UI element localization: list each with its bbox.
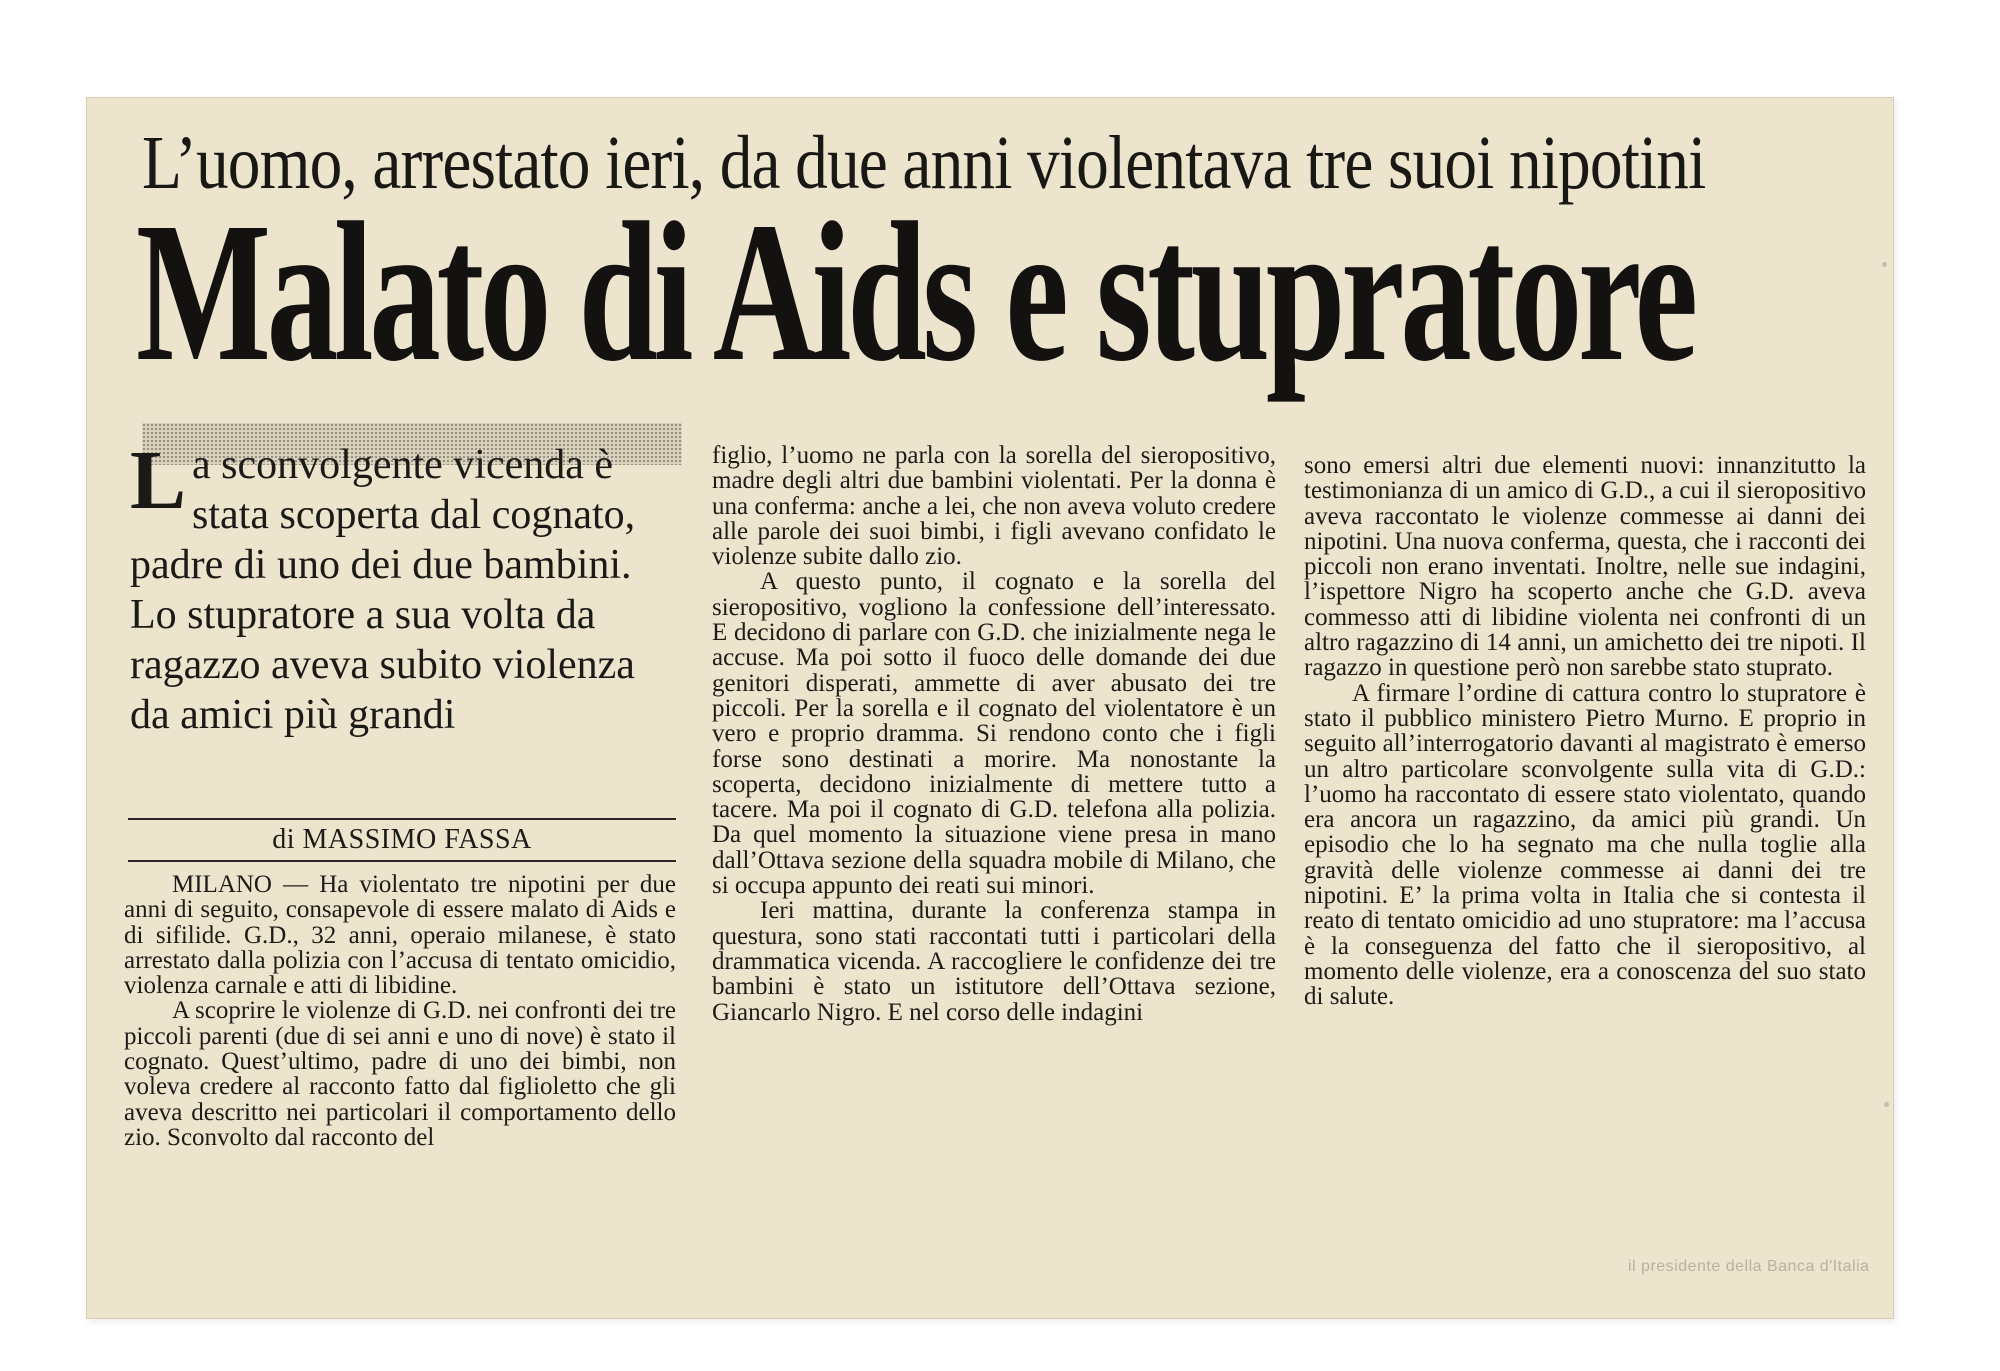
column-paragraph: MILANO — Ha violentato tre nipotini per due anni di seguito, consapevole di essere malato di Aids e di sifilide. G.D., 32 anni, operaio milanese, è stato arrestato dalla polizia con l’accusa di tentato omicidio, violenza carnale e atti di libidine. [124,871,676,1000]
byline: di MASSIMO FASSA [272,824,532,855]
column-paragraph: sono emersi altri due elementi nuovi: innanzitutto la testimonianza di un amico di G.D., a cui il sieropositivo aveva raccontato le violenze commesse ai danni dei nipotini. Una nuova conferma, questa, che i racconti dei piccoli non erano inventati. Inoltre, nelle sue indagini, l’ispettore Nigro ha scoperto anche che G.D. aveva commesso atti di libidine violenta nei confronti di un altro ragazzino di 14 anni, un amichetto dei tre nipoti. Il ragazzo in questione però non sarebbe stato stuprato. [1304,452,1866,682]
column-paragraph: A questo punto, il cognato e la sorella del sieropositivo, vogliono la confessione dell’interessato. E decidono di parlare con G.D. che inizialmente nega le accuse. Ma poi sotto il fuoco delle domande dei due genitori disperati, ammette di aver abusato dei tre piccoli. Per la sorella e il cognato del violentatore è un vero e proprio dramma. Si rendono conto che i figli forse sono destinati a morire. Ma nonostante la scoperta, decidono inizialmente di mettere tutto a tacere. Ma poi il cognato di G.D. telefona alla polizia. Da quel momento la situazione viene presa in mano dall’Ottava sezione della squadra mobile di Milano, che si occupa appunto dei reati sui minori. [712,568,1276,900]
article-headline: Malato di Aids e stupratore [136,182,1694,403]
article-column-1 [124,872,676,1150]
lede-line: ragazzo aveva subito violenza [130,642,635,688]
byline-rule-top [128,818,676,820]
bleed-through-text: il presidente della Banca d'Italia [1628,1258,1870,1275]
paper-speck [1884,1102,1889,1107]
drop-cap: L [130,434,187,527]
article-kicker: L’uomo, arrestato ieri, da due anni violentava tre suoi nipotini [142,121,1706,205]
byline-rule-bottom [128,860,676,862]
column-paragraph: Ieri mattina, durante la conferenza stampa in questura, sono stati raccontati tutti i particolari della drammatica vicenda. A raccogliere le confidenze dei tre bambini è stato un istitutore dell’Ottava sezione, Giancarlo Nigro. E nel corso delle indagini [712,897,1276,1026]
article-lede [130,434,670,770]
lede-line: Lo stupratore a sua volta da [130,592,596,638]
column-paragraph: figlio, l’uomo ne parla con la sorella del sieropositivo, madre degli altri due bambini violentati. Per la donna è una conferma: anche a lei, che non aveva voluto credere alle parole dei suoi bimbi, i figli avevano confidato le violenze subite dallo zio. [712,442,1276,571]
column-paragraph: A scoprire le violenze di G.D. nei confronti dei tre piccoli parenti (due di sei anni e uno di nove) è stato il cognato. Quest’ultimo, padre di uno dei bimbi, non voleva credere al racconto fatto dal figlioletto che gli aveva descritto nei particolari il comportamento dello zio. Sconvolto dal racconto del [124,997,676,1151]
lede-line: da amici più grandi [130,692,456,738]
lede-line: a sconvolgente vicenda è [192,442,614,488]
lede-line: padre di uno dei due bambini. [130,542,632,588]
lede-line: stata scoperta dal cognato, [192,492,636,538]
column-paragraph: A firmare l’ordine di cattura contro lo stupratore è stato il pubblico ministero Pietro Murno. E proprio in seguito all’interrogatorio davanti al magistrato è emerso un altro particolare sconvolgente sulla vita di G.D.: l’uomo ha raccontato di essere stato violentato, quando era ancora un ragazzino, da amici più grandi. Un episodio che lo ha segnato ma che nulla toglie alla gravità delle violenze commesse ai danni dei tre nipotini. E’ la prima volta in Italia che si contesta il reato di tentato omicidio ad uno stupratore: ma l’accusa è la conseguenza del fatto che il sieropositivo, al momento delle violenze, era a conoscenza del suo stato di salute. [1304,679,1866,1011]
article-column-3 [1304,453,1866,1010]
article-column-2 [712,443,1276,1025]
paper-speck [1882,262,1887,267]
